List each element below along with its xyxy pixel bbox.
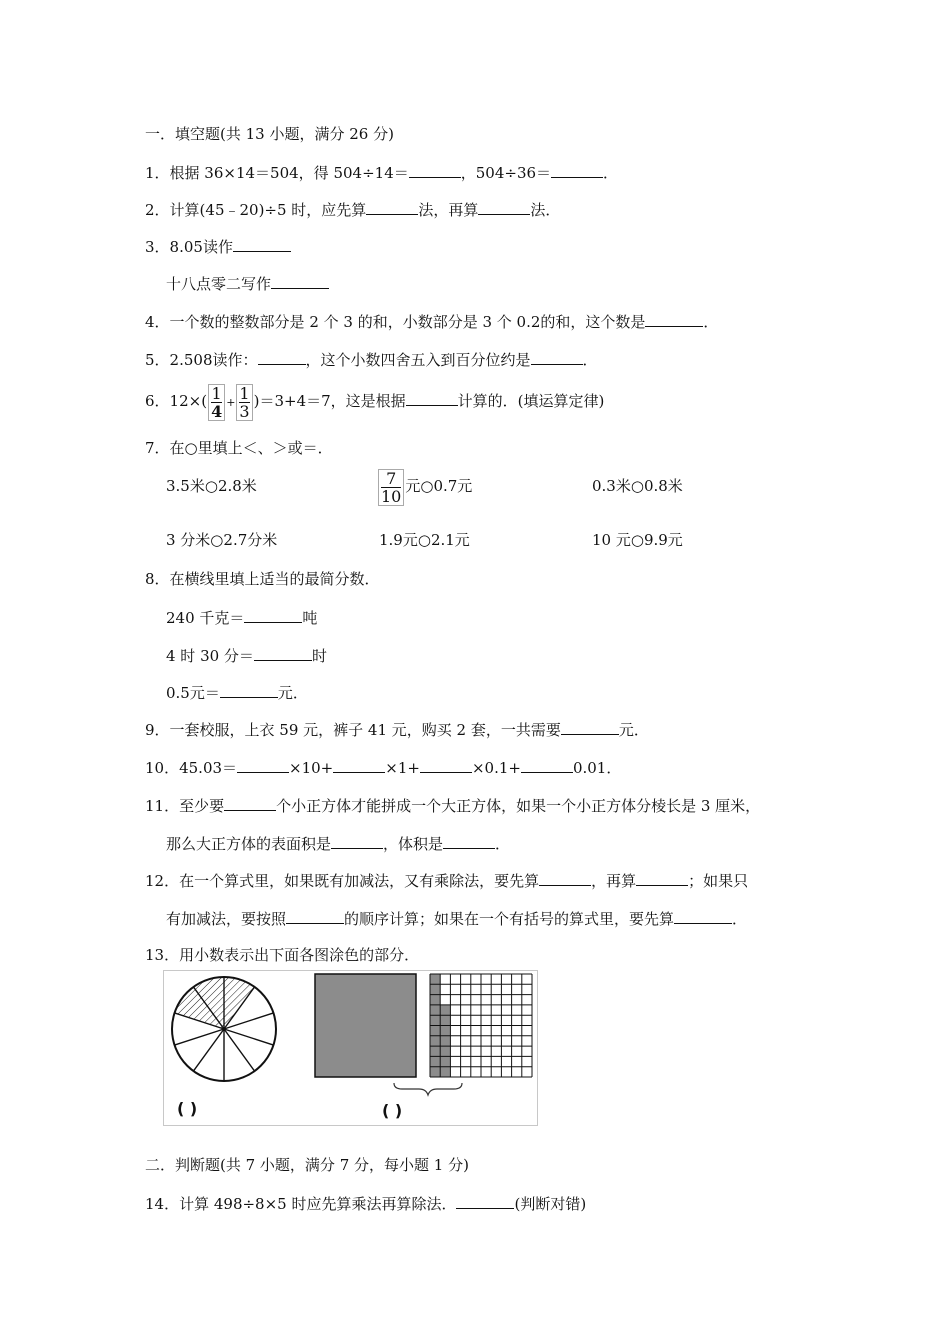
q7-fraction: $\frac{7}{10}$ [378, 469, 404, 506]
q13-answer-paren-1[interactable]: ( ) [177, 1099, 198, 1118]
circle-radius-line [224, 1029, 273, 1045]
q14-blank[interactable] [456, 1193, 514, 1209]
q8-blank-1[interactable] [244, 607, 302, 623]
q5-text-a: 5．2.508读作： [145, 351, 258, 369]
q5-blank-1[interactable] [258, 349, 306, 365]
q8-line-3: 0.5元＝ 元． [166, 684, 308, 702]
q13-figure [163, 970, 538, 1126]
brace-icon [394, 1083, 462, 1095]
question-3-line-2 [166, 273, 329, 294]
q5-text-b: ，这个小数四舍五入到百分位约是 [305, 351, 531, 369]
question-12-line-2: 有加减法，要按照 的顺序计算；如果在一个有括号的算式里，要先算 ． [166, 910, 748, 928]
q7-item-6: 10 元○9.9元 [592, 531, 683, 549]
q1-blank-1[interactable] [409, 162, 461, 178]
q6-fraction-2: $\frac{1}{3}$ [236, 384, 252, 421]
question-1 [145, 162, 618, 183]
circle-radius-line [175, 1029, 224, 1045]
circle-radius-line [224, 1029, 255, 1071]
shaded-circle-diagram [172, 977, 276, 1081]
question-12: 12．在一个算式里，如果既有加减法，又有乘除法，要先算 ，再算 ；如果只 [145, 872, 749, 890]
q11-blank-2[interactable] [331, 833, 383, 849]
q12-blank-4[interactable] [674, 908, 732, 924]
q8-blank-3[interactable] [220, 682, 278, 698]
q10-blank-1[interactable] [237, 757, 289, 773]
question-6: 6．12×( $\frac{1}{4}$ + $\frac{1}{3}$ )＝3+4＝7，这是根据 计算的．(填运算定律) [145, 383, 605, 421]
question-3 [145, 236, 291, 257]
q3-text-a: 3．8.05读作 [145, 238, 233, 256]
q6-text-c: 计算的．(填运算定律) [457, 392, 605, 410]
question-7: 7．在○里填上＜、＞或＝． [145, 439, 333, 457]
q9-blank[interactable] [561, 719, 619, 735]
question-11: 11．至少要 个小正方体才能拼成一个大正方体，如果一个小正方体分棱长是 3 厘米， [145, 797, 761, 815]
q2-text-b: 法，再算 [418, 201, 479, 219]
question-9: 9．一套校服，上衣 59 元，裤子 41 元，购买 2 套，一共需要 元． [145, 721, 649, 739]
question-4 [145, 311, 718, 332]
q12-blank-3[interactable] [286, 908, 344, 924]
q11-blank-3[interactable] [443, 833, 495, 849]
q6-text-b: )＝3+4＝7，这是根据 [253, 392, 406, 410]
q6-text-a: 6．12×( [145, 392, 208, 410]
q5-text-c: ． [582, 351, 598, 369]
q12-blank-1[interactable] [539, 870, 591, 886]
q4-blank[interactable] [645, 311, 703, 327]
question-13: 13．用小数表示出下面各图涂色的部分． [145, 946, 420, 964]
q7-item-1: 3.5米○2.8米 [166, 477, 257, 495]
question-14: 14．计算 498÷8×5 时应先算乘法再算除法． (判断对错) [145, 1195, 587, 1213]
question-8: 8．在横线里填上适当的最简分数． [145, 570, 380, 588]
question-2 [145, 199, 560, 220]
q2-blank-1[interactable] [366, 199, 418, 215]
q1-text-b: ，504÷36＝ [460, 164, 552, 182]
q6-fraction-1: $\frac{1}{4}$ [208, 384, 225, 421]
q2-text-c: 法． [530, 201, 561, 219]
q4-text-b: ． [703, 313, 719, 331]
q3-text-b: 十八点零二写作 [166, 275, 272, 293]
section-2-heading: 二．判断题(共 7 小题，满分 7 分，每小题 1 分) [145, 1156, 469, 1174]
q8-line-1: 240 千克＝ 吨 [166, 609, 318, 627]
q1-text-a: 1．根据 36×14＝504，得 504÷14＝ [145, 164, 409, 182]
section-1-heading: 一．填空题(共 13 小题，满分 26 分) [145, 125, 394, 143]
q1-text-c: ． [603, 164, 619, 182]
q3-blank-1[interactable] [233, 236, 291, 252]
q3-blank-2[interactable] [271, 273, 329, 289]
q7-item-5: 1.9元○2.1元 [379, 531, 470, 549]
q2-text-a: 2．计算(45﹣20)÷5 时，应先算 [145, 201, 367, 219]
shaded-square-diagram [315, 974, 416, 1077]
q7-item-3: 0.3米○0.8米 [592, 477, 683, 495]
q5-blank-2[interactable] [531, 349, 583, 365]
question-11-line-2: 那么大正方体的表面积是 ，体积是 ． [166, 835, 511, 853]
q1-blank-2[interactable] [551, 162, 603, 178]
circle-radius-line [193, 1029, 224, 1071]
question-10: 10．45.03＝ ×10+ ×1+ ×0.1+ 0.01． [145, 759, 622, 777]
q6-blank[interactable] [406, 390, 458, 406]
q11-blank-1[interactable] [224, 795, 276, 811]
q13-answer-paren-2[interactable]: ( ) [382, 1101, 403, 1120]
q10-blank-2[interactable] [333, 757, 385, 773]
question-5 [145, 349, 598, 370]
q12-blank-2[interactable] [636, 870, 688, 886]
q7-item-4: 3 分米○2.7分米 [166, 531, 278, 549]
grid-shaded-cells [440, 1005, 450, 1077]
q4-text-a: 4．一个数的整数部分是 2 个 3 的和，小数部分是 3 个 0.2的和，这个数是 [145, 313, 646, 331]
q13-figure-drawing [164, 971, 537, 1125]
q10-blank-4[interactable] [521, 757, 573, 773]
q10-blank-3[interactable] [420, 757, 472, 773]
q8-line-2: 4 时 30 分＝ 时 [166, 647, 327, 665]
hundred-grid-diagram [430, 974, 532, 1077]
q8-blank-2[interactable] [254, 645, 312, 661]
q7-item-2: $\frac{7}{10}$ 元○0.7元 [377, 463, 472, 509]
q2-blank-2[interactable] [478, 199, 530, 215]
